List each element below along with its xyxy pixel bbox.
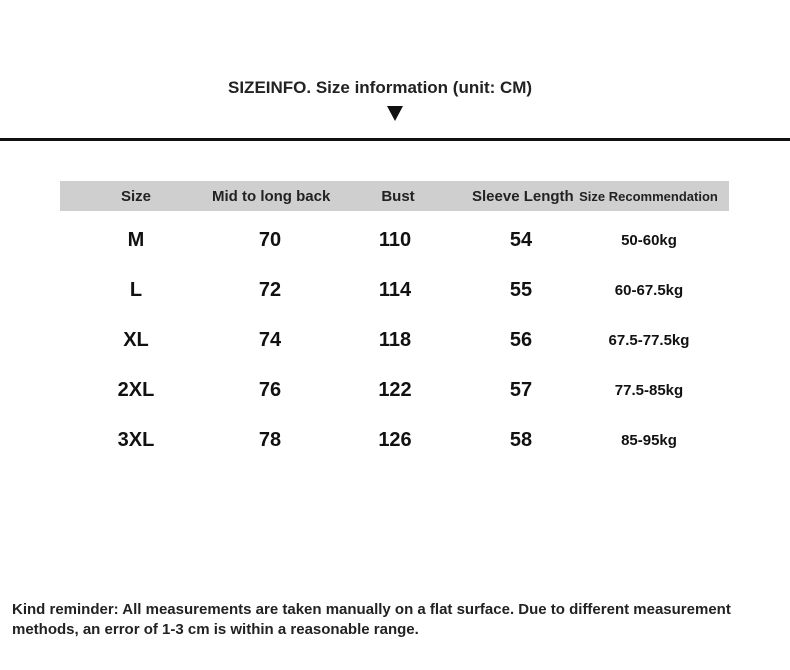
cell-sleeve-length: 55 bbox=[509, 278, 533, 301]
cell-size: M bbox=[127, 228, 145, 251]
cell-back-length: 70 bbox=[258, 228, 282, 251]
column-header-size-recommendation: Size Recommendation bbox=[579, 188, 718, 204]
column-header-back-length: Mid to long back bbox=[212, 187, 331, 205]
cell-bust: 122 bbox=[378, 378, 412, 401]
cell-sleeve-length: 57 bbox=[509, 378, 533, 401]
cell-bust: 118 bbox=[378, 328, 412, 351]
cell-back-length: 72 bbox=[258, 278, 282, 301]
measurement-reminder: Kind reminder: All measurements are taken manually on a flat surface. Due to different measurement methods, an error of 1-3 cm is within a reasonable range. bbox=[12, 601, 731, 638]
cell-bust: 114 bbox=[378, 278, 412, 301]
size-table bbox=[60, 181, 729, 465]
cell-size-recommendation: 60-67.5kg bbox=[614, 281, 684, 299]
column-header-sleeve-length: Sleeve Length bbox=[472, 187, 574, 205]
table-row bbox=[60, 415, 729, 465]
cell-size: XL bbox=[123, 328, 149, 351]
table-header bbox=[60, 181, 729, 211]
cell-back-length: 76 bbox=[258, 378, 282, 401]
table-row bbox=[60, 315, 729, 365]
cell-back-length: 74 bbox=[258, 328, 282, 351]
cell-size-recommendation: 85-95kg bbox=[621, 431, 677, 449]
cell-size: 3XL bbox=[117, 428, 155, 451]
cell-size-recommendation: 50-60kg bbox=[621, 231, 677, 249]
cell-bust: 110 bbox=[378, 228, 412, 251]
cell-sleeve-length: 58 bbox=[509, 428, 533, 451]
cell-size-recommendation: 67.5-77.5kg bbox=[608, 331, 690, 349]
cell-back-length: 78 bbox=[258, 428, 282, 451]
arrow-down-icon bbox=[387, 106, 403, 121]
cell-sleeve-length: 56 bbox=[509, 328, 533, 351]
cell-size-recommendation: 77.5-85kg bbox=[614, 381, 684, 399]
divider bbox=[0, 138, 790, 141]
page-title: SIZEINFO. Size information (unit: CM) bbox=[228, 78, 533, 97]
cell-size: L bbox=[129, 278, 143, 301]
cell-bust: 126 bbox=[378, 428, 412, 451]
table-row bbox=[60, 265, 729, 315]
table-row bbox=[60, 215, 729, 265]
column-header-size: Size bbox=[120, 187, 151, 205]
cell-size: 2XL bbox=[117, 378, 155, 401]
column-header-bust: Bust bbox=[381, 187, 415, 205]
cell-sleeve-length: 54 bbox=[509, 228, 533, 251]
table-row bbox=[60, 365, 729, 415]
